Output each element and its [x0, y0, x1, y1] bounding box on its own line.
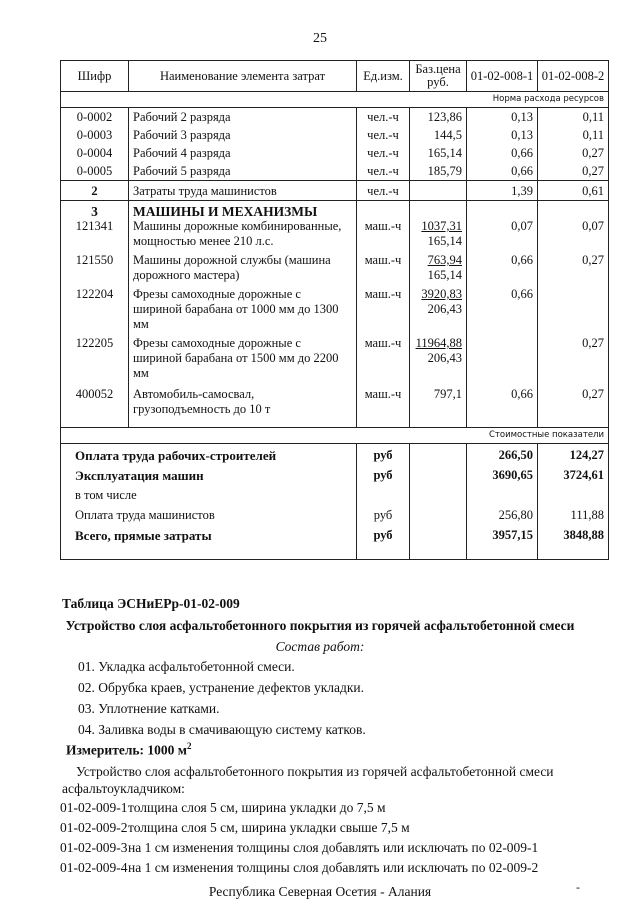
description-line: асфальтоукладчиком:: [62, 781, 185, 796]
work-composition-title: Состав работ:: [275, 639, 365, 654]
code-id: 01-02-009-1: [60, 800, 128, 815]
code-line: [60, 820, 410, 836]
price-underlined: 3920,83: [421, 287, 462, 301]
code-id: 01-02-009-2: [60, 820, 128, 835]
operators-row: 2 Затраты труда машинистов чел.-ч 1,39 0,61: [61, 181, 609, 201]
code-text: толщина слоя 5 см, ширина укладки свыше 7,5 м: [128, 820, 410, 835]
price-underlined: 11964,88: [415, 336, 462, 350]
table-row: 0-0003 Рабочий 3 разряда чел.-ч 144,5 0,13 0,11: [61, 125, 609, 143]
cost-row: Оплата труда машинистов руб 256,80 111,88: [61, 504, 609, 524]
header-code: Шифр: [61, 61, 129, 92]
table-row: 122204 Фрезы самоходные дорожные с шириной барабана от 1000 мм до 1300 мм маш.-ч 3920,83 206,43 0,66: [61, 283, 609, 332]
header-name: Наименование элемента затрат: [129, 61, 357, 92]
page-footer: Республика Северная Осетия - Алания: [208, 884, 432, 899]
corner-mark: -: [576, 880, 580, 894]
page-number: 25: [313, 31, 327, 46]
table-header-row: [61, 61, 609, 92]
price-underlined: 763,94: [427, 253, 462, 267]
code-id: 01-02-009-3: [60, 840, 128, 855]
header-base-price: Баз.цена руб.: [410, 61, 467, 92]
cost-row: в том числе: [61, 484, 609, 504]
table-row: 121341 Машины дорожные комбинированные, мощностью менее 210 л.с. маш.-ч 1037,31 165,14 0,07 0,07: [61, 219, 609, 249]
cost-row: Эксплуатация машин руб 3690,65 3724,61: [61, 464, 609, 484]
code-line: [60, 860, 538, 876]
code-text: толщина слоя 5 см, ширина укладки до 7,5 м: [128, 800, 386, 815]
cost-caption-row: [61, 428, 609, 444]
table-row: 0-0005 Рабочий 5 разряда чел.-ч 185,79 0,66 0,27: [61, 161, 609, 181]
table-row: 0-0004 Рабочий 4 разряда чел.-ч 165,14 0,66 0,27: [61, 143, 609, 161]
code-text: на 1 см изменения толщины слоя добавлять или исключать по 02-009-2: [128, 860, 539, 875]
norm-caption: Норма расхода ресурсов: [61, 92, 609, 108]
description-line: Устройство слоя асфальтобетонного покрытия из горячей асфальтобетонной смеси: [76, 764, 554, 779]
machines-section-row: 3 МАШИНЫ И МЕХАНИЗМЫ: [61, 201, 609, 220]
work-item: 01. Укладка асфальтобетонной смеси.: [78, 659, 295, 674]
price-underlined: 1037,31: [421, 219, 462, 233]
norm-caption-row: [61, 92, 609, 108]
table-row: 400052 Автомобиль-самосвал, грузоподъемность до 10 т маш.-ч 797,1 0,66 0,27: [61, 381, 609, 428]
header-col-008-1: 01-02-008-1: [467, 61, 538, 92]
code-text: на 1 см изменения толщины слоя добавлять или исключать по 02-009-1: [128, 840, 539, 855]
price-operator: 206,43: [427, 351, 462, 365]
header-col-008-2: 01-02-008-2: [538, 61, 609, 92]
meter-label: Измеритель: 1000 $м^2$: [66, 741, 192, 758]
work-item: 04. Заливка воды в смачивающую систему катков.: [78, 722, 366, 737]
cost-row-total: Всего, прямые затраты руб 3957,15 3848,88: [61, 524, 609, 560]
work-item: 02. Обрубка краев, устранение дефектов укладки.: [78, 680, 365, 695]
meter-superscript: 2: [187, 741, 192, 751]
cost-row: Оплата труда рабочих-строителей руб 266,50 124,27: [61, 444, 609, 465]
table-row: 0-0002 Рабочий 2 разряда чел.-ч 123,86 0,13 0,11: [61, 108, 609, 126]
code-line: [60, 840, 538, 856]
price-operator: 165,14: [427, 234, 462, 248]
table-row: 122205 Фрезы самоходные дорожные с шириной барабана от 1500 мм до 2200 мм маш.-ч 11964,88 206,43 0,27: [61, 332, 609, 381]
section-heading: Устройство слоя асфальтобетонного покрытия из горячей асфальтобетонной смеси: [65, 618, 575, 633]
table-title: Таблица ЭСНиЕРр-01-02-009: [62, 596, 240, 611]
price-operator: 165,14: [427, 268, 462, 282]
resource-table: [60, 60, 609, 560]
price-operator: 206,43: [427, 302, 462, 316]
table-row: 121550 Машины дорожной службы (машина дорожного мастера) маш.-ч 763,94 165,14 0,66 0,27: [61, 249, 609, 283]
code-line: [60, 800, 386, 816]
work-item: 03. Уплотнение катками.: [78, 701, 220, 716]
cost-caption: Стоимостные показатели: [61, 428, 609, 444]
header-unit: Ед.изм.: [357, 61, 410, 92]
code-id: 01-02-009-4: [60, 860, 128, 875]
